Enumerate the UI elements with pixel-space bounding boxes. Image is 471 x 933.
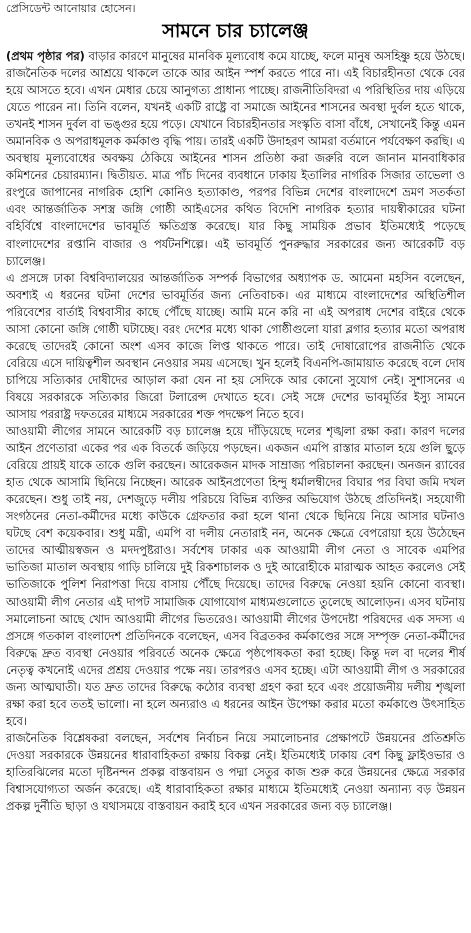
paragraph-1-text: বাড়ার কারণে মানুষের মানবিক মূল্যবোধ কমে যাচ্ছে, ফলে মানুষ অসহিষ্ণু হয়ে উঠছে। রাজনৈতিক দলের আশ্রয়ে থাকলে তাকে আর আইন স্পর্শ করতে পারে না। এই বিচারহীনতা থেকে বের হয়ে আসতে হবে। এখন মেধার চেয়ে আনুগত্য প্রাধান্য পাচ্ছে। রাজনীতিবিদরা এ পরিস্থিতির দায় এড়িয়ে যেতে পারেন না। তিনি বলেন, যখনই একটি রাষ্ট্রে বা সমাজে আইনের শাসনের অবস্থা দুর্বল হতে থাকে, তখনই শাসন দুর্বল বা ভঙ্গুর হয়ে পড়ে। যেখানে বিচারহীনতার সংস্কৃতি বাসা বাঁধে, সেখানেই কিন্তু এমন অমানবিক ও অপরাধমূলক কর্মকাণ্ড বৃদ্ধি পায়। তারই একটি উদাহরণ আমরা বর্তমানে পর্যবেক্ষণ করছি। এ অবস্থায় মূল্যবোধের অবক্ষয় ঠেকিয়ে আইনের শাসন প্রতিষ্ঠা করা জরুরি বলে জানান মানবাধিকার কমিশনের চেয়ারম্যান। দ্বিতীয়ত. মাত্র পাঁচ দিনের ব্যবধানে ঢাকায় ইতালির নাগরিক সিজার তাভেলা ও রংপুরে জাপানের নাগরিক হোশি কোনিও হত্যাকাণ্ড, পরপর বিভিন্ন দেশের বাংলাদেশে ভ্রমণ সতর্কতা এবং আন্তর্জাতিক সশস্ত্র জঙ্গি গোষ্ঠী আইএসের কথিত বিদেশি নাগরিক হত্যার দায়স্বীকারের ঘটনা বহির্বিশ্বে বাংলাদেশের ভাবমূর্তি ক্ষতিগ্রস্ত করেছে। যার কিছু সাময়িক প্রভাব ইতিমধ্যেই পড়েছে বাংলাদেশের রপ্তানি বাজার ও পর্যটনশিল্পে। এই ভাবমূর্তি পুনরুদ্ধার সরকারের জন্য আরেকটি বড় চ্যালেঞ্জ। [6,50,465,268]
article-body [6,48,465,815]
article-paragraph-3: আওয়ামী লীগের সামনে আরেকটি বড় চ্যালেঞ্জ হয়ে দাঁড়িয়েছে দলের শৃঙ্খলা রক্ষা করা। কারণ দলের আইন প্রণেতারা একের পর এক বিতর্কে জড়িয়ে পড়ছেন। একজন এমপি রাস্তার মাতাল হয়ে গুলি ছুড়ে বেরিয়ে প্রায়ই যাকে তাকে গুলি করছেন। আরেকজন মাদক সাম্রাজ্য পরিচালনা করছেন। অনজন র‍্যাবের হাত থেকে আসামি ছিনিয়ে নিচ্ছেন। আরেক আইনপ্রণেতা হিন্দু ধর্মালম্বীদের বিঘার পর বিঘা জমি দখল করেছেন। শুধু তাই নয়, দেশজুড়ে দলীয় পরিচয়ে বিভিন্ন ব্যক্তির অভিযোগ উঠছে প্রতিদিনই। সহযোগী সংগঠনের নেতা-কর্মীদের মধ্যে কাউকে গ্রেফতার করা হলে থানা থেকে ছিনিয়ে নিয়ে আসার ঘটনাও ঘটছে বেশ কয়েকবার। শুধু মন্ত্রী, এমপি বা দলীয় নেতারাই নন, অনেক ক্ষেত্রে বেপরোয়া হয়ে উঠেছেন তাদের আত্মীয়স্বজন ও মদদপুষ্টরাও। সর্বশেষ ঢাকার এক আওয়ামী লীগ নেতা ও সাবেক এমপির ভাতিজা মাতাল অবস্থায় গাড়ি চালিয়ে দুই রিকশাচালক ও দুই আরোহীকে মারাত্মক আহত করলেও সেই ভাতিজাকে পুলিশ নিরাপত্তা দিয়ে বাসায় পৌঁছে দিয়েছে। তাদের বিরুদ্ধে নেওয়া হয়নি কোনো ব্যবস্থা। আওয়ামী লীগ নেতার এই দাপট সামাজিক যোগাযোগ মাধ্যমগুলোতে তুলেছে আলোড়ন। এসব ঘটনায় সমালোচনা আছে খোদ আওয়ামী লীগের ভিতরেও। আওয়ামী লীগের উপদেষ্টা পরিষদের এক সদস্য এ প্রসঙ্গে গতকাল বাংলাদেশ প্রতিদিনকে বলেছেন, এসব বিব্রতকর কর্মকাণ্ডের সঙ্গে সম্পৃক্ত নেতা-কর্মীদের বিরুদ্ধে দ্রুত ব্যবস্থা নেওয়ার পরিবর্তে অনেক ক্ষেত্রে পৃষ্ঠপোষকতা করা হচ্ছে। কিন্তু দল বা দলের শীর্ষ নেতৃত্ব কখনোই এদের প্রশ্রয় দেওয়ার পক্ষে নয়। তারপরও এসব হচ্ছে। এটা আওয়ামী লীগ ও সরকারের জন্য আত্মঘাতী। যত দ্রুত তাদের বিরুদ্ধে কঠোর ব্যবস্থা গ্রহণ করা হবে এবং প্রয়োজনীয় দলীয় শৃঙ্খলা রক্ষা করা হবে ততই ভালো। না হলে অন্যরাও এ ধরনের আইন উপেক্ষা করার মতো কর্মকাণ্ডে উৎসাহিত হবে। [6,425,465,728]
article-paragraph-4: রাজনৈতিক বিশ্লেষকরা বলছেন, সর্বশেষ নির্বাচন নিয়ে সমালোচনার প্রেক্ষাপটে উন্নয়নের প্রতিশ্রুতি দেওয়া সরকারকে উন্নয়নের ধারাবাহিকতা রক্ষায় বিকল্প নেই। ইতিমধ্যেই ঢাকায় বেশ কিছু ফ্লাইওভার ও হাতিরঝিলের মতো দৃষ্টিনন্দন প্রকল্প বাস্তবায়ন ও পদ্মা সেতুর কাজ শুরু করে উন্নয়নের ক্ষেত্রে সরকার বিশ্বাসযোগ্যতা অর্জন করেছে। এই ধারাবাহিকতা রক্ষার মাধ্যমে ইতিমধ্যেই নেওয়া অন্যান্য বড় উন্নয়ন প্রকল্প দুর্নীতি ছাড়া ও যথাসময়ে বাস্তবায়ন করাই হবে এখন সরকারের জন্য বড় চ্যালেঞ্জ। [6,731,465,814]
article-paragraph-1 [6,48,465,270]
continuation-label: (প্রথম পৃষ্ঠার পর) [6,50,85,63]
article-paragraph-2: এ প্রসঙ্গে ঢাকা বিশ্ববিদ্যালয়ের আন্তর্জাতিক সম্পর্ক বিভাগের অধ্যাপক ড. আমেনা মহসিন বলেছেন, অবশ্যই এ ধরনের ঘটনা দেশের ভাবমূর্তির জন্য নেতিবাচক। এর মাধ্যমে বাংলাদেশের অস্থিতিশীল পরিবেশের বার্তাই বিশ্ববাসীর কাছে পৌঁছে যাচ্ছে। আমি মনে করি না এই অপরাধ দেশের বাইরে থেকে আসা কোনো জঙ্গি গোষ্ঠী ঘটাচ্ছে। বরং দেশের মধ্যে থাকা গোষ্ঠীগুলো যারা ব্লগার হত্যার মতো অপরাধ করেছে তাদেরই কোনো অংশ এসব কাজে লিপ্ত থাকতে পারে। তাই দোষারোপের রাজনীতি থেকে বেরিয়ে এসে দায়িত্বশীল অবস্থান নেওয়ার সময় এসেছে। খুন হলেই বিএনপি-জামায়াত করেছে বলে দোষ চাপিয়ে সত্যিকার দোষীদের আড়াল করা যেন না হয় সেদিকে আর কোনো সুযোগ নেই। সুশাসনের এ বিষয়ে সরকারকে সত্যিকার জিরো টলারেন্স দেখাতে হবে। সেই সঙ্গে দেশের ভাবমূর্তির ইস্যু সামনে আসায় পররাষ্ট্র দফতরের মাধ্যমে সরকারের শক্ত পদক্ষেপ নিতে হবে। [6,271,465,421]
article-headline: সামনে চার চ্যালেঞ্জ [162,20,309,42]
previous-article-tail: প্রেসিডেন্ট আনোয়ার হোসেন। [6,2,136,15]
